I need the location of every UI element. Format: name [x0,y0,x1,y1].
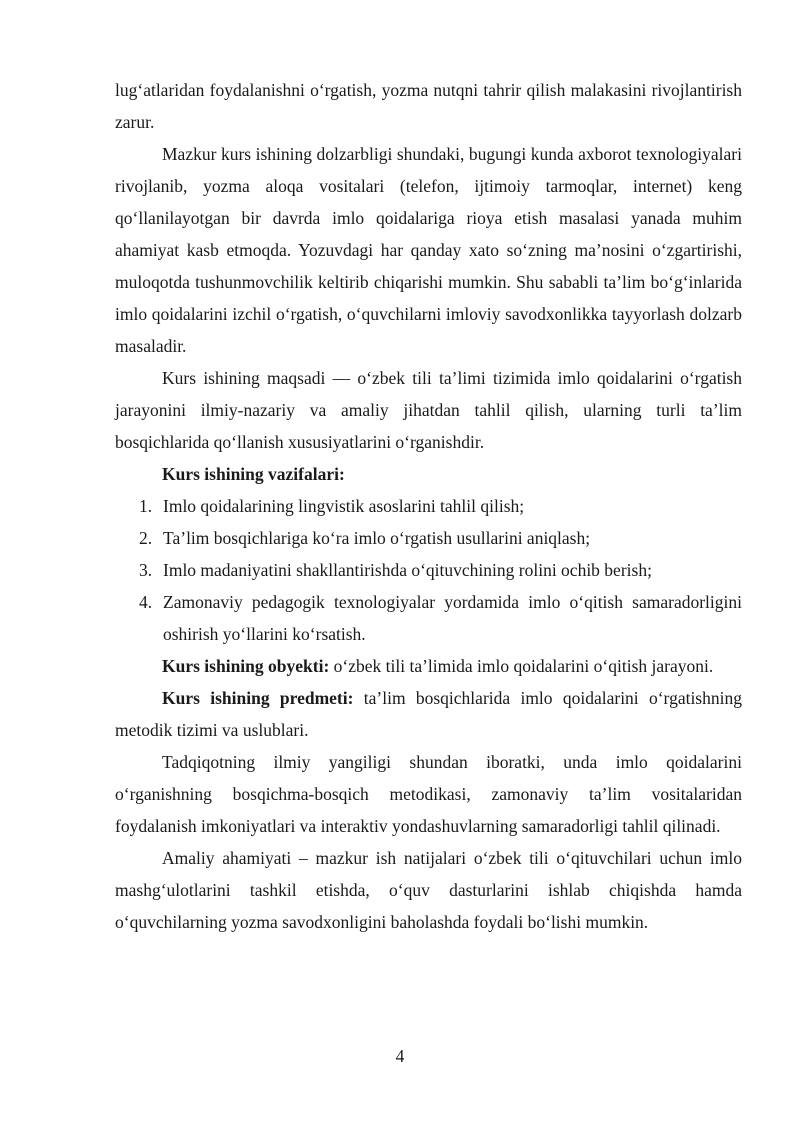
subject-paragraph [115,682,742,746]
object-text: o‘zbek tili ta’limida imlo qoidalarini o‘qitish jarayoni. [329,656,714,676]
novelty-paragraph: Tadqiqotning ilmiy yangiligi shundan iboratki, unda imlo qoidalarini o‘rganishning bosqichma-bosqich metodikasi, zamonaviy ta’lim vositalaridan foydalanish imkoniyatlari va interaktiv yondashuvlarning samaradorligi tahlil qilinadi. [115,752,742,836]
task-text: Ta’lim bosqichlariga ko‘ra imlo o‘rgatish usullarini aniqlash; [163,528,591,548]
page-number: 4 [395,1046,405,1066]
task-text: Zamonaviy pedagogik texnologiyalar yordamida imlo o‘qitish samaradorligini oshirish yo‘llarini ko‘rsatish. [163,592,742,644]
task-item [115,586,742,650]
task-text: Imlo qoidalarining lingvistik asoslarini tahlil qilish; [163,496,525,516]
object-label: Kurs ishining obyekti: [162,656,330,676]
task-item [115,522,742,554]
relevance-paragraph: Mazkur kurs ishining dolzarbligi shundaki, bugungi kunda axborot texnologiyalari rivojlanib, yozma aloqa vositalari (telefon, ijtimoiy tarmoqlar, internet) keng qo‘llanilayotgan bir davrda imlo qoidalariga rioya etish masalasi yanada muhim ahamiyat kasb etmoqda. Yozuvdagi har qanday xato so‘zning ma’nosini o‘zgartirishi, muloqotda tushunmovchilik keltirib chiqarishi mumkin. Shu sababli ta’lim bo‘g‘inlarida imlo qoidalarini izchil o‘rgatish, o‘quvchilarni imloviy savodxonlikka tayyorlash dolzarb masaladir. [115,144,742,356]
subject-label: Kurs ishining predmeti: [162,688,354,708]
goal-paragraph: Kurs ishining maqsadi — o‘zbek tili ta’limi tizimida imlo qoidalarini o‘rgatish jarayonini ilmiy-nazariy va amaliy jihatdan tahlil qilish, ularning turli ta’lim bosqichlarida qo‘llanish xususiyatlarini o‘rganishdir. [115,368,742,452]
page-body [115,74,742,938]
subject-text: ta’lim bosqichlarida imlo qoidalarini o‘rgatishning metodik tizimi va uslublari. [115,688,742,740]
task-number: 3. [139,560,153,580]
object-paragraph [115,650,742,682]
intro-continuation-paragraph: lug‘atlaridan foydalanishni o‘rgatish, yozma nutqni tahrir qilish malakasini rivojlantirish zarur. [115,80,742,132]
task-number: 2. [139,528,153,548]
task-item [115,554,742,586]
practical-significance-paragraph: Amaliy ahamiyati – mazkur ish natijalari o‘zbek tili o‘qituvchilari uchun imlo mashg‘ulotlarini tashkil etishda, o‘quv dasturlarini ishlab chiqishda hamda o‘quvchilarning yozma savodxonligini baholashda foydali bo‘lishi mumkin. [115,848,742,932]
task-item [115,490,742,522]
tasks-heading: Kurs ishining vazifalari: [162,464,345,484]
task-number: 1. [139,496,153,516]
task-number: 4. [139,592,153,612]
task-text: Imlo madaniyatini shakllantirishda o‘qituvchining rolini ochib berish; [163,560,652,580]
tasks-list [115,490,742,650]
